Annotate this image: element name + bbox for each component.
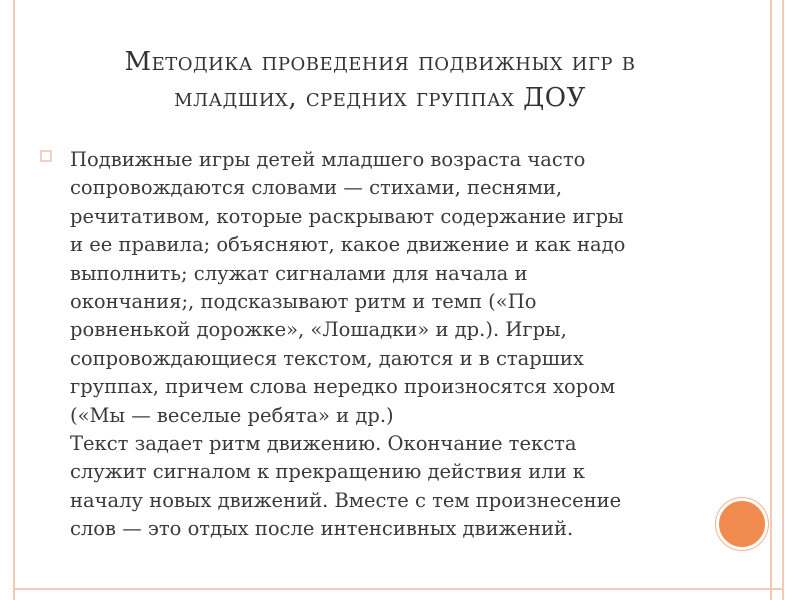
slide-title-line-1: Методика проведения подвижных игр в <box>124 47 636 77</box>
body-line: сопровождаются словами — стихами, песнями, <box>70 176 563 200</box>
body-line: Подвижные игры детей младшего возраста часто <box>70 148 586 171</box>
checkbox-square-icon <box>40 150 54 164</box>
body-line: («Мы — веселые ребята» и др.) <box>70 403 394 427</box>
body-line: речитативом, которые раскрывают содержание игры <box>70 204 624 228</box>
body-line: Текст задает ритм движению. Окончание текста <box>70 432 577 456</box>
frame-bottom-line <box>13 588 784 590</box>
slide-body-text <box>70 146 690 544</box>
body-line: сопровождающиеся текстом, даются и в старших <box>70 346 584 370</box>
body-line: слов — это отдых после интенсивных движений. <box>70 517 574 541</box>
frame-right-line-inner <box>770 0 772 600</box>
slide-title <box>40 44 720 116</box>
body-line: выполнить; служат сигналами для начала и <box>70 261 528 285</box>
body-line: началу новых движений. Вместе с тем произнесение <box>70 488 622 512</box>
body-line: и ее правила; объясняют, какое движение и как надо <box>70 233 626 257</box>
frame-left-line <box>13 0 15 600</box>
body-line: группах, причем слова нередко произносятся хором <box>70 375 616 399</box>
body-line: служит сигналом к прекращению действия или к <box>70 460 585 484</box>
frame-right-line-outer <box>782 0 784 600</box>
decorative-orange-circle <box>716 498 768 550</box>
body-line: ровненькой дорожке», «Лошадки» и др.). Игры, <box>70 318 567 342</box>
body-line: окончания;, подсказывают ритм и темп («По <box>70 290 537 314</box>
slide-title-line-2: младших, средних группах ДОУ <box>174 83 586 113</box>
